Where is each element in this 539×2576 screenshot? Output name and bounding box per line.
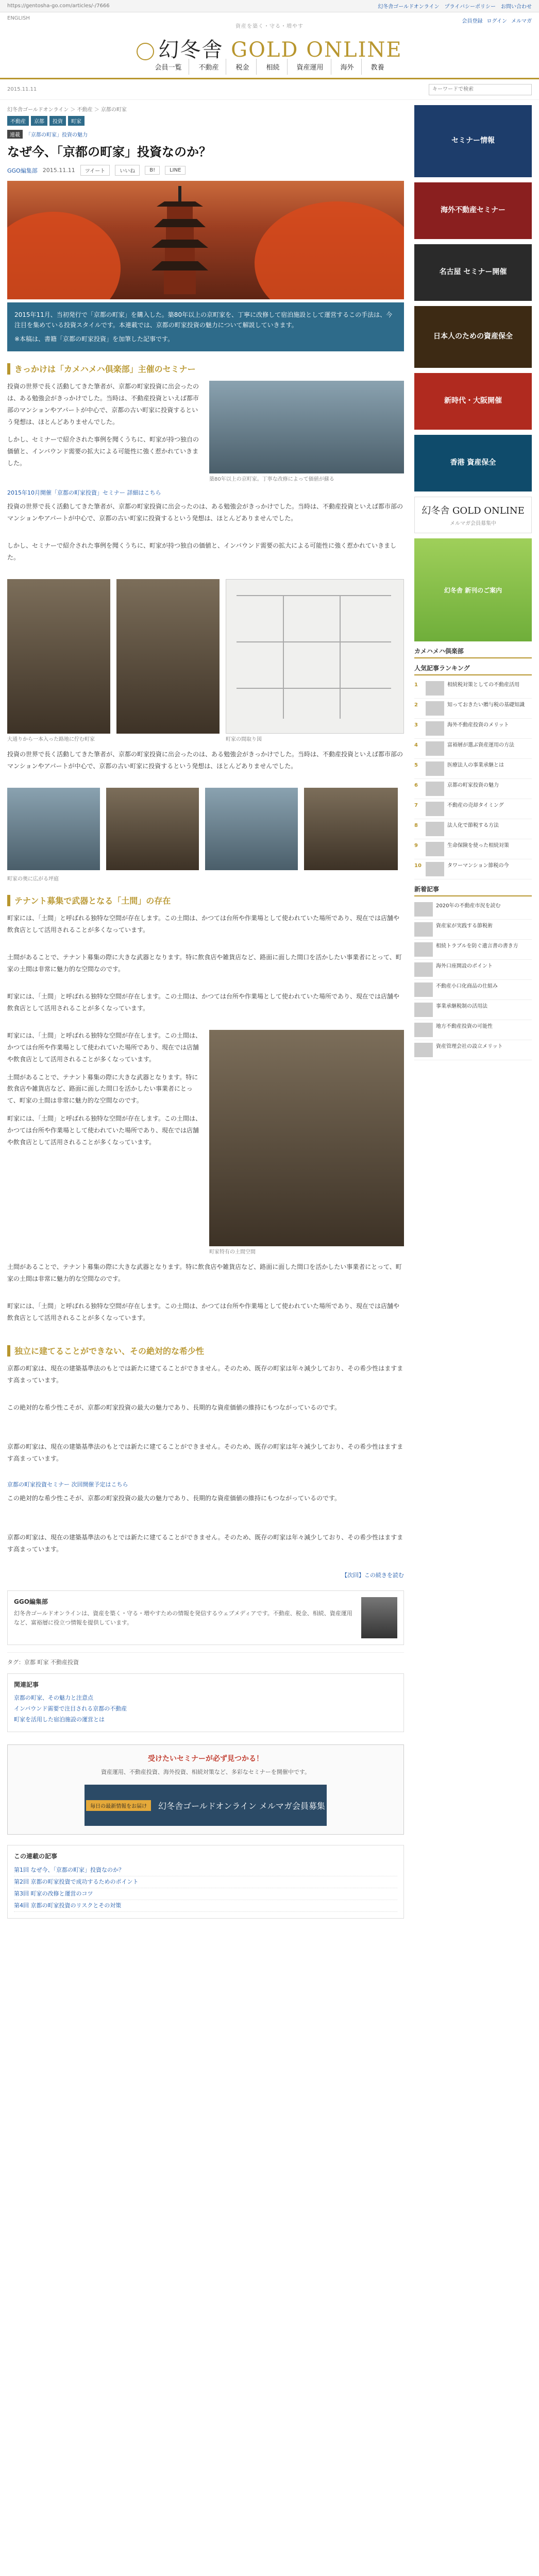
ranking-item[interactable]: 1 相続税対策としての不動産活用	[414, 679, 532, 699]
author-bio: 幻冬舎ゴールドオンラインは、資産を築く・守る・増やすための情報を発信するウェブメディアです。不動産、税金、相続、資産運用など、富裕層に役立つ情報を提供しています。	[14, 1610, 352, 1626]
section-heading	[7, 1345, 404, 1357]
photo-caption: 町家特有の土間空間	[209, 1249, 256, 1256]
seminar-link[interactable]: 京都の町家投資セミナー 次回開催予定はこちら	[7, 1481, 128, 1488]
photo-interior	[106, 788, 199, 870]
article-meta	[7, 165, 404, 176]
series-list-item[interactable]: 第3回 町家の改修と運営のコツ	[14, 1888, 397, 1900]
category-tag[interactable]: 京都	[31, 116, 47, 126]
autumn-tree	[7, 212, 121, 299]
figure	[209, 1030, 404, 1256]
series-list-heading: この連載の記事	[14, 1853, 58, 1860]
related-heading: 関連記事	[14, 1681, 39, 1689]
series-badge: 連載	[7, 130, 23, 139]
sub-bar	[0, 79, 539, 100]
mailmag-link[interactable]: メルマガ	[511, 19, 532, 24]
page-layout	[0, 100, 539, 1919]
photo-interior	[304, 788, 398, 870]
register-link[interactable]: 会員登録	[462, 19, 483, 24]
figure	[116, 579, 220, 743]
section-heading-text: 独立に建てることができない、その絶対的な希少性	[14, 1346, 205, 1357]
share-facebook-button[interactable]: いいね	[115, 165, 140, 176]
nav-real-estate[interactable]: 不動産	[191, 59, 226, 75]
series-article-list	[7, 1845, 404, 1919]
related-item[interactable]: 京都の町家、その魅力と注意点	[14, 1694, 93, 1702]
sidebar-heading: 人気記事ランキング	[414, 664, 532, 675]
series-link[interactable]: 「京都の町家」投資の魅力	[26, 132, 88, 138]
category-tag[interactable]: 不動産	[7, 116, 29, 126]
related-item[interactable]: 町家を活用した宿泊施設の運営とは	[14, 1716, 105, 1723]
top-link-gold-online[interactable]: 幻冬舎ゴールドオンライン	[378, 4, 440, 10]
logo-gold: GOLD ONLINE	[231, 38, 402, 62]
series-list-item[interactable]: 第4回 京都の町家投資のリスクとその対策	[14, 1900, 397, 1912]
figure	[226, 579, 404, 743]
top-link-privacy[interactable]: プライバシーポリシー	[444, 4, 496, 10]
paragraph: 投資の世界で長く活動してきた筆者が、京都の町家投資に出会ったのは、ある勉強会がきっかけでした。当時は、不動産投資といえば都市部のマンションやアパートが中心で、京都の古い町家に投資するという発想は、ほとんどありませんでした。	[7, 383, 199, 426]
text-column	[7, 1030, 203, 1256]
category-tag[interactable]: 投資	[49, 116, 66, 126]
series-list-item[interactable]: 第1回 なぜ今、「京都の町家」投資なのか？	[14, 1865, 397, 1876]
paragraph: 京都の町家は、現在の建築基準法のもとでは新たに建てることができません。そのため、既存の町家は年々減少しており、その希少性はますます高まっています。	[7, 1443, 403, 1462]
paragraph: 京都の町家は、現在の建築基準法のもとでは新たに建てることができません。そのため、既存の町家は年々減少しており、その希少性はますます高まっています。	[7, 1365, 403, 1384]
article-main	[7, 105, 404, 1919]
sidebar-logo-sub: メルマガ会員募集中	[450, 521, 496, 527]
lead-text: 2015年11月、当初発行で「京都の町家」を購入した。築80年以上の京町家を、丁寧に改修して宿泊施設として運営するこの手法は、今注目を集めている投資スタイルです。本連載では、京都の町家投資の魅力について解説していきます。	[14, 311, 393, 329]
publish-date: 2015.11.11	[42, 167, 75, 174]
new-article-item[interactable]: 不動産小口化商品の仕組み	[414, 980, 532, 1000]
photo-caption: 築80年以上の京町家。丁寧な改修によって価値が蘇る	[209, 477, 334, 483]
seminar-link[interactable]: 2015年10月開催「京都の町家投資」セミナー 詳細はこちら	[7, 489, 161, 497]
sidebar-logo-name: 幻冬舎 GOLD ONLINE	[422, 505, 525, 516]
top-links	[378, 2, 532, 10]
sidebar-logo[interactable]	[414, 497, 532, 533]
article-lead	[7, 302, 404, 351]
book-banner[interactable]: 幻冬舎 新刊のご案内	[414, 538, 532, 641]
nav-members[interactable]: 会員一覧	[147, 59, 189, 75]
photo-caption: 町家の奥に広がる坪庭	[7, 876, 59, 883]
paragraph: 町家には、「土間」と呼ばれる独特な空間が存在します。この土間は、かつては台所や作業場として使われていた場所であり、現在では店舗や飲食店として活用されることが多くなっています。	[7, 1302, 400, 1321]
photo-row	[7, 788, 404, 870]
ranking-item[interactable]: 8 法人化で節税する方法	[414, 819, 532, 839]
ad-banner[interactable]: 香港 資産保全	[414, 435, 532, 492]
next-article-link[interactable]: 【次回】この続きを読む	[342, 1572, 404, 1579]
section-heading	[7, 894, 404, 906]
text-column	[7, 381, 203, 483]
category-tag[interactable]: 町家	[68, 116, 85, 126]
photo-interior	[7, 788, 100, 870]
heading-bar	[7, 895, 10, 906]
nav-overseas[interactable]: 海外	[333, 59, 362, 75]
figure	[7, 579, 110, 743]
mailmag-banner[interactable]	[85, 1785, 327, 1826]
site-logo[interactable]	[0, 22, 539, 63]
related-item[interactable]: インバウンド需要で注目される京都の不動産	[14, 1705, 127, 1713]
ranking-item[interactable]: 6 京都の町家投資の魅力	[414, 779, 532, 799]
photo-row	[7, 381, 404, 483]
heading-bar	[7, 363, 10, 375]
photo-doma	[209, 1030, 404, 1246]
photo-caption: 大通りから一本入った路地に佇む町家	[7, 737, 95, 743]
paragraph: この絶対的な希少性こそが、京都の町家投資の最大の魅力であり、長期的な資産価値の維持にもつながっているのです。	[7, 1404, 341, 1412]
hero-image-pagoda	[7, 181, 404, 299]
section-heading-text: テナント募集で武器となる「土間」の存在	[14, 896, 171, 906]
section-heading	[7, 363, 404, 375]
site-header	[0, 12, 539, 79]
new-article-item[interactable]: 2020年の不動産市況を読む	[414, 900, 532, 920]
mailmag-tag: 毎日の最新情報をお届け	[86, 1800, 151, 1811]
series-list-item[interactable]: 第2回 京都の町家投資で成功するためのポイント	[14, 1876, 397, 1888]
paragraph: 土間があることで、テナント募集の際に大きな武器となります。特に飲食店や雑貨店など、路面に面した間口を活かしたい事業者にとって、町家の土間は非常に魅力的な空間なのです。	[7, 954, 402, 973]
figure	[209, 381, 404, 483]
pagoda-icon	[151, 186, 208, 294]
nav-culture[interactable]: 教養	[370, 64, 384, 72]
ranking-item[interactable]: 9 生命保険を使った相続対策	[414, 839, 532, 859]
paragraph: 京都の町家は、現在の建築基準法のもとでは新たに建てることができません。そのため、既存の町家は年々減少しており、その希少性はますます高まっています。	[7, 1534, 403, 1553]
login-link[interactable]: ログイン	[486, 19, 507, 24]
paragraph: 町家には、「土間」と呼ばれる独特な空間が存在します。この土間は、かつては台所や作業場として使われていた場所であり、現在では店舗や飲食店として活用されることが多くなっています。	[7, 1032, 202, 1063]
author-name: GGO編集部	[14, 1598, 48, 1606]
ranking-item[interactable]: 2 知っておきたい贈与税の基礎知識	[414, 699, 532, 719]
ranking-item[interactable]: 10 タワーマンション節税の今	[414, 859, 532, 879]
share-hatena-button[interactable]: B!	[145, 166, 160, 175]
paragraph: 土間があることで、テナント募集の際に大きな武器となります。特に飲食店や雑貨店など、路面に面した間口を活かしたい事業者にとって、町家の土間は非常に魅力的な空間なのです。	[7, 1263, 402, 1282]
author-box	[7, 1590, 404, 1645]
nav-asset-management[interactable]: 資産運用	[290, 59, 331, 75]
ranking-list	[414, 679, 532, 879]
ad-banner[interactable]: 日本人のための資産保全	[414, 306, 532, 368]
photo-row	[7, 1030, 404, 1256]
ad-banner[interactable]: セミナー情報	[414, 105, 532, 177]
photo-caption: 町家の間取り図	[226, 737, 262, 743]
ranking-item[interactable]: 4 富裕層が選ぶ資産運用の方法	[414, 739, 532, 759]
nav-tax[interactable]: 税金	[228, 59, 257, 75]
mailmag-text: 幻冬舎ゴールドオンライン メルマガ会員募集	[158, 1801, 325, 1811]
ranking-item[interactable]: 7 不動産の売却タイミング	[414, 799, 532, 819]
category-tags	[7, 116, 404, 126]
author-info	[14, 1597, 355, 1638]
brand-mark-icon	[137, 43, 154, 60]
lead-note: ※本稿は、書籍「京都の町家投資」を加筆した記事です。	[14, 335, 174, 343]
page-url: https://gentosha-go.com/articles/-/7666	[7, 3, 110, 9]
sidebar-heading: カメハメハ倶楽部	[414, 647, 532, 658]
photo-interior	[205, 788, 298, 870]
new-article-item[interactable]: 資産管理会社の設立メリット	[414, 1040, 532, 1060]
article-title: なぜ今、「京都の町家」投資なのか？	[7, 145, 211, 159]
related-articles	[7, 1673, 404, 1732]
autumn-tree	[255, 201, 404, 299]
author-link[interactable]: GGO編集部	[7, 167, 38, 174]
paragraph: 投資の世界で長く活動してきた筆者が、京都の町家投資に出会ったのは、ある勉強会がきっかけでした。当時は、不動産投資といえば都市部のマンションやアパートが中心で、京都の古い町家に投資するという発想は、ほとんどありませんでした。	[7, 503, 403, 522]
top-link-contact[interactable]: お問い合わせ	[501, 4, 532, 10]
paragraph: 町家には、「土間」と呼ばれる独特な空間が存在します。この土間は、かつては台所や作業場として使われていた場所であり、現在では店舗や飲食店として活用されることが多くなっています。	[7, 993, 400, 1012]
language-link[interactable]: ENGLISH	[7, 15, 30, 21]
floor-plan-image	[226, 579, 404, 734]
new-articles-list	[414, 900, 532, 1060]
nav-inheritance[interactable]: 相続	[259, 59, 287, 75]
article-tags: タグ：京都 町家 不動産投資	[7, 1652, 404, 1666]
paragraph: しかし、セミナーで紹介された事例を聞くうちに、町家が持つ独自の価値と、インバウンド需要の拡大による可能性に強く惹かれていきました。	[7, 436, 199, 467]
series-line	[7, 130, 404, 139]
new-article-item[interactable]: 事業承継税制の活用法	[414, 1000, 532, 1020]
cta-title: 受けたいセミナーが必ず見つかる！	[148, 1754, 263, 1763]
sidebar-heading: 新着記事	[414, 885, 532, 896]
photo-machiya-street	[116, 579, 220, 734]
share-line-button[interactable]: LINE	[165, 166, 186, 175]
ad-banner[interactable]: 名古屋 セミナー開催	[414, 244, 532, 301]
paragraph: この絶対的な希少性こそが、京都の町家投資の最大の魅力であり、長期的な資産価値の維持にもつながっているのです。	[7, 1495, 341, 1502]
ranking-item[interactable]: 5 医療法人の事業承継とは	[414, 759, 532, 779]
paragraph: 土間があることで、テナント募集の際に大きな武器となります。特に飲食店や雑貨店など、路面に面した間口を活かしたい事業者にとって、町家の土間は非常に魅力的な空間なのです。	[7, 1073, 198, 1105]
section-heading-text: きっかけは「カメハメハ倶楽部」主催のセミナー	[14, 364, 196, 375]
ad-banner[interactable]: 新時代・大阪開催	[414, 373, 532, 430]
cta-text: 資産運用、不動産投資、海外投資、相続対策など、多彩なセミナーを開催中です。	[100, 1768, 311, 1775]
site-tagline: 資産を築く・守る・増やす	[235, 24, 304, 29]
paragraph: 町家には、「土間」と呼ばれる独特な空間が存在します。この土間は、かつては台所や作業場として使われていた場所であり、現在では店舗や飲食店として活用されることが多くなっています。	[7, 914, 400, 934]
main-nav	[0, 59, 539, 75]
breadcrumb: 幻冬舎ゴールドオンライン ＞ 不動産 ＞ 京都の町家	[7, 107, 127, 113]
sidebar	[414, 105, 532, 1919]
ad-banner[interactable]: 海外不動産セミナー	[414, 182, 532, 239]
photo-row	[7, 579, 404, 743]
search-input[interactable]	[429, 84, 532, 95]
photo-machiya-facade	[7, 579, 110, 734]
heading-bar	[7, 1345, 10, 1357]
seminar-cta	[7, 1744, 404, 1835]
new-article-item[interactable]: 海外口座開設のポイント	[414, 960, 532, 980]
new-article-item[interactable]: 地方不動産投資の可能性	[414, 1020, 532, 1040]
new-article-item[interactable]: 相続トラブルを防ぐ遺言書の書き方	[414, 940, 532, 960]
paragraph: 投資の世界で長く活動してきた筆者が、京都の町家投資に出会ったのは、ある勉強会がきっかけでした。当時は、不動産投資といえば都市部のマンションやアパートが中心で、京都の古い町家に投資するという発想は、ほとんどありませんでした。	[7, 751, 403, 770]
paragraph: 町家には、「土間」と呼ばれる独特な空間が存在します。この土間は、かつては台所や作業場として使われていた場所であり、現在では店舗や飲食店として活用されることが多くなっています。	[7, 1114, 202, 1146]
paragraph: しかし、セミナーで紹介された事例を聞くうちに、町家が持つ独自の価値と、インバウンド需要の拡大による可能性に強く惹かれていきました。	[7, 542, 397, 561]
share-twitter-button[interactable]: ツイート	[80, 165, 110, 176]
ranking-item[interactable]: 3 海外不動産投資のメリット	[414, 719, 532, 739]
current-date: 2015.11.11	[7, 87, 37, 92]
new-article-item[interactable]: 資産家が実践する節税術	[414, 920, 532, 940]
author-avatar	[361, 1597, 397, 1638]
photo-seminar	[209, 381, 404, 473]
logo-brand: 幻冬舎	[158, 38, 224, 62]
top-bar	[0, 0, 539, 12]
